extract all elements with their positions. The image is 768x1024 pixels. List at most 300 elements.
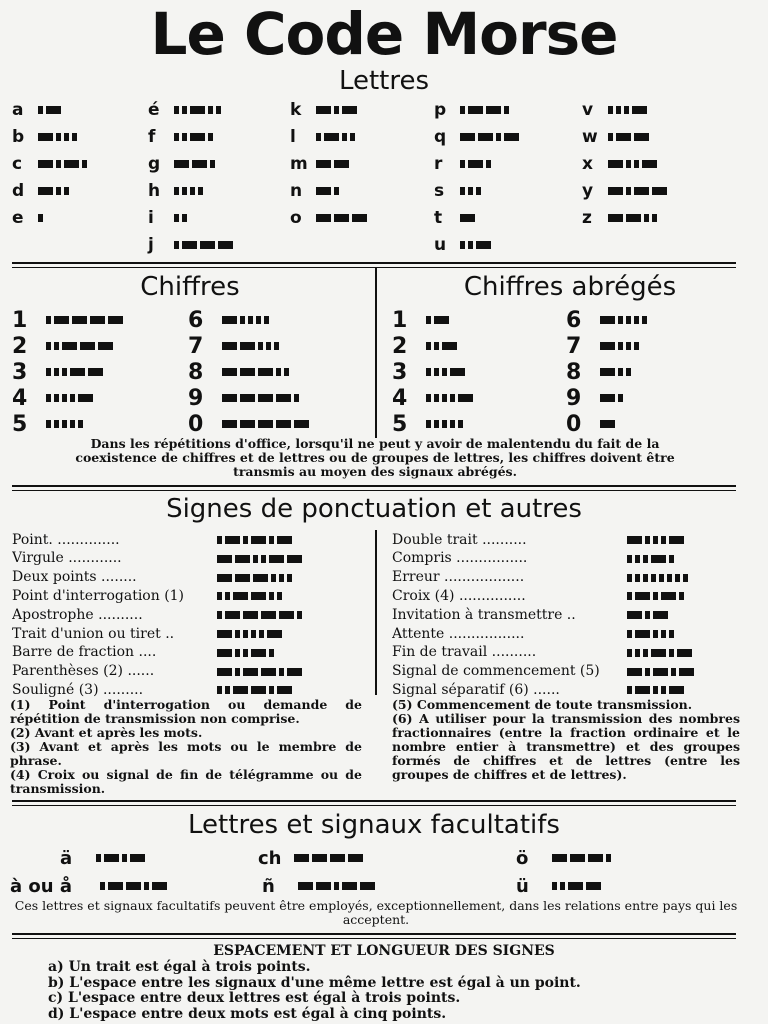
dash-mark (240, 368, 255, 376)
dash-mark (279, 611, 294, 619)
morse-code (217, 555, 302, 563)
dash-mark (277, 686, 292, 694)
dot-mark (626, 368, 631, 376)
dash-mark (316, 187, 331, 195)
dash-mark (217, 555, 232, 563)
dash-mark (334, 160, 349, 168)
dot-mark (434, 368, 439, 376)
dot-mark (243, 649, 248, 657)
dot-mark (334, 106, 339, 114)
morse-row (262, 876, 375, 896)
dot-mark (627, 630, 632, 638)
symbol-label: ö (516, 847, 529, 869)
dash-mark (251, 592, 266, 600)
dash-mark (294, 420, 309, 428)
dash-mark (38, 133, 53, 141)
dot-mark (251, 630, 256, 638)
dot-mark (46, 342, 51, 350)
dot-mark (279, 668, 284, 676)
dash-mark (312, 854, 327, 862)
dot-mark (54, 342, 59, 350)
morse-code (46, 394, 93, 402)
dash-mark (634, 187, 649, 195)
sign-label: Invitation à transmettre .. (392, 606, 576, 623)
dot-mark (78, 420, 83, 428)
symbol-label: à ou å (10, 875, 73, 897)
divider (12, 262, 736, 268)
morse-row (566, 411, 615, 437)
morse-code (552, 854, 611, 862)
punctuation-row (12, 530, 292, 550)
dash-mark (190, 133, 205, 141)
dot-mark (626, 187, 631, 195)
dot-mark (243, 630, 248, 638)
dot-mark (651, 574, 656, 582)
dot-mark (217, 686, 222, 694)
dash-mark (460, 214, 475, 222)
morse-code (100, 882, 167, 890)
morse-code (217, 536, 292, 544)
dot-mark (217, 592, 222, 600)
dot-mark (645, 668, 650, 676)
sign-label: Virgule ............ (12, 550, 122, 567)
dash-mark (504, 133, 519, 141)
dot-mark (442, 420, 447, 428)
morse-row (10, 876, 167, 896)
morse-row (434, 154, 491, 174)
morse-row (434, 235, 491, 255)
dot-mark (618, 342, 623, 350)
symbol-label: y (582, 181, 594, 201)
dot-mark (46, 316, 51, 324)
dot-mark (62, 368, 67, 376)
morse-code (217, 630, 282, 638)
symbol-label: s (434, 181, 445, 201)
dash-mark (316, 882, 331, 890)
dot-mark (269, 649, 274, 657)
dash-mark (460, 133, 475, 141)
footnote: (6) A utiliser pour la transmission des nombres fractionnaires (entre la fraction ordinaire et le nombre entier à transmettre) et des groupes formés de chiffres et de lettres (entre les groupes de chiffres et de lettres). (392, 711, 740, 782)
dash-mark (635, 686, 650, 694)
dot-mark (182, 106, 187, 114)
morse-code (460, 187, 481, 195)
morse-row (392, 359, 465, 385)
dot-mark (669, 555, 674, 563)
column-divider (375, 530, 377, 695)
dash-mark (104, 854, 119, 862)
punctuation-row (12, 643, 274, 663)
dash-mark (130, 854, 145, 862)
dot-mark (627, 686, 632, 694)
morse-code (217, 592, 282, 600)
dash-mark (653, 668, 668, 676)
morse-code (460, 106, 509, 114)
dot-mark (62, 420, 67, 428)
dot-mark (645, 536, 650, 544)
symbol-label: x (582, 154, 593, 174)
punctuation-row (12, 624, 282, 644)
dash-mark (222, 420, 237, 428)
dash-mark (54, 316, 69, 324)
dash-mark (217, 668, 232, 676)
morse-row (516, 876, 601, 896)
dot-mark (350, 133, 355, 141)
morse-row (148, 100, 221, 120)
dot-mark (174, 187, 179, 195)
dot-mark (643, 574, 648, 582)
morse-code (222, 420, 309, 428)
dash-mark (442, 342, 457, 350)
dot-mark (248, 316, 253, 324)
dash-mark (600, 420, 615, 428)
dot-mark (460, 241, 465, 249)
dash-mark (222, 368, 237, 376)
symbol-label: 1 (392, 307, 408, 333)
dot-mark (458, 420, 463, 428)
morse-row (60, 848, 145, 868)
morse-row (12, 181, 69, 201)
symbol-label: é (148, 100, 160, 120)
morse-code (174, 133, 213, 141)
dash-mark (642, 160, 657, 168)
dot-mark (434, 342, 439, 350)
dash-mark (253, 574, 268, 582)
dot-mark (269, 592, 274, 600)
dot-mark (634, 316, 639, 324)
symbol-label: i (148, 208, 154, 228)
dash-mark (608, 160, 623, 168)
morse-code (627, 555, 674, 563)
dot-mark (264, 316, 269, 324)
symbol-label: 2 (12, 333, 28, 359)
dash-mark (38, 187, 53, 195)
spacing-rule: b) L'espace entre les signaux d'une même lettre est égal à un point. (48, 974, 581, 991)
morse-row (12, 385, 93, 411)
dot-mark (182, 214, 187, 222)
dot-mark (645, 611, 650, 619)
optional-heading: Lettres et signaux facultatifs (188, 810, 560, 840)
dash-mark (632, 106, 647, 114)
dot-mark (460, 106, 465, 114)
dot-mark (661, 536, 666, 544)
dash-mark (324, 133, 339, 141)
morse-row (148, 181, 203, 201)
dash-mark (476, 241, 491, 249)
dash-mark (586, 882, 601, 890)
morse-row (188, 411, 309, 437)
morse-row (12, 411, 83, 437)
morse-code (426, 368, 465, 376)
morse-code (316, 187, 339, 195)
dash-mark (316, 214, 331, 222)
morse-code (294, 854, 363, 862)
dot-mark (277, 592, 282, 600)
dot-mark (426, 420, 431, 428)
symbol-label: 5 (12, 411, 28, 437)
morse-row (582, 127, 649, 147)
symbol-label: ch (258, 847, 282, 869)
morse-code (460, 133, 519, 141)
dash-mark (190, 106, 205, 114)
dot-mark (70, 420, 75, 428)
morse-code (298, 882, 375, 890)
dash-mark (588, 854, 603, 862)
dot-mark (258, 342, 263, 350)
sign-label: Croix (4) ............... (392, 587, 526, 604)
morse-code (460, 160, 491, 168)
morse-code (627, 611, 668, 619)
dot-mark (504, 106, 509, 114)
dot-mark (269, 536, 274, 544)
sign-label: Double trait .......... (392, 531, 527, 548)
dot-mark (46, 394, 51, 402)
morse-code (460, 214, 475, 222)
column-divider (375, 268, 377, 438)
dot-mark (669, 630, 674, 638)
symbol-label: v (582, 100, 594, 120)
morse-row (258, 848, 363, 868)
symbol-label: d (12, 181, 25, 201)
dash-mark (360, 882, 375, 890)
morse-row (582, 181, 667, 201)
dash-mark (108, 882, 123, 890)
symbol-label: 0 (566, 411, 582, 437)
dash-mark (627, 536, 642, 544)
dot-mark (56, 160, 61, 168)
footnote: (2) Avant et après les mots. (10, 725, 203, 740)
symbol-label: ä (60, 847, 73, 869)
dot-mark (54, 368, 59, 376)
morse-code (608, 160, 657, 168)
symbol-label: h (148, 181, 161, 201)
morse-code (627, 649, 692, 657)
morse-code (174, 160, 215, 168)
morse-row (12, 154, 87, 174)
dot-mark (635, 649, 640, 657)
sign-label: Attente ................. (392, 625, 525, 642)
dot-mark (240, 316, 245, 324)
dot-mark (261, 555, 266, 563)
morse-row (290, 208, 367, 228)
dot-mark (72, 133, 77, 141)
morse-code (600, 368, 631, 376)
symbol-label: 9 (566, 385, 582, 411)
divider (12, 485, 736, 491)
dot-mark (182, 187, 187, 195)
symbol-label: ñ (262, 875, 275, 897)
dash-mark (616, 133, 631, 141)
morse-code (38, 133, 77, 141)
morse-code (217, 668, 302, 676)
dot-mark (271, 574, 276, 582)
dot-mark (54, 420, 59, 428)
symbol-label: o (290, 208, 302, 228)
dot-mark (208, 133, 213, 141)
dash-mark (468, 160, 483, 168)
symbol-label: u (434, 235, 447, 255)
punctuation-heading: Signes de ponctuation et autres (166, 494, 582, 524)
dot-mark (653, 536, 658, 544)
dash-mark (342, 882, 357, 890)
dash-mark (298, 882, 313, 890)
morse-code (316, 106, 357, 114)
morse-code (316, 133, 355, 141)
symbol-label: 3 (392, 359, 408, 385)
dot-mark (661, 686, 666, 694)
sign-label: Barre de fraction .... (12, 644, 157, 661)
dot-mark (144, 882, 149, 890)
dot-mark (627, 649, 632, 657)
dash-mark (434, 316, 449, 324)
digits-heading: Chiffres (140, 272, 240, 302)
morse-code (627, 668, 694, 676)
divider (12, 933, 736, 939)
sign-label: Parenthèses (2) ...... (12, 663, 155, 680)
dash-mark (251, 686, 266, 694)
dash-mark (552, 854, 567, 862)
symbol-label: n (290, 181, 303, 201)
dot-mark (38, 214, 43, 222)
dash-mark (570, 854, 585, 862)
dot-mark (210, 160, 215, 168)
punctuation-row (12, 605, 302, 625)
symbol-label: e (12, 208, 24, 228)
dash-mark (235, 574, 250, 582)
morse-row (582, 154, 657, 174)
dash-mark (64, 160, 79, 168)
punctuation-notes-right (392, 698, 740, 782)
morse-row (434, 127, 519, 147)
symbol-label: 5 (392, 411, 408, 437)
dot-mark (266, 342, 271, 350)
morse-row (148, 127, 213, 147)
punctuation-row (392, 662, 694, 682)
morse-code (222, 316, 269, 324)
sign-label: Deux points ........ (12, 569, 137, 586)
morse-code (38, 214, 43, 222)
morse-row (12, 100, 61, 120)
punctuation-row (392, 530, 684, 550)
morse-code (46, 342, 113, 350)
morse-code (627, 574, 688, 582)
dash-mark (669, 686, 684, 694)
dot-mark (652, 214, 657, 222)
dot-mark (294, 394, 299, 402)
dot-mark (667, 574, 672, 582)
dot-mark (216, 106, 221, 114)
footnote: (3) Avant et après les mots ou le membre de phrase. (10, 739, 362, 768)
dash-mark (568, 882, 583, 890)
morse-row (566, 385, 623, 411)
symbol-label: a (12, 100, 24, 120)
morse-code (217, 574, 292, 582)
morse-row (12, 333, 113, 359)
punctuation-row (392, 549, 674, 569)
dot-mark (552, 882, 557, 890)
dash-mark (217, 630, 232, 638)
morse-row (12, 208, 43, 228)
symbol-label: k (290, 100, 302, 120)
dash-mark (342, 106, 357, 114)
morse-code (217, 649, 274, 657)
dot-mark (64, 187, 69, 195)
dot-mark (635, 574, 640, 582)
dot-mark (217, 611, 222, 619)
dot-mark (342, 133, 347, 141)
sign-label: Signal séparatif (6) ...... (392, 681, 560, 698)
dot-mark (235, 668, 240, 676)
sign-label: Souligné (3) ......... (12, 681, 144, 698)
morse-row (434, 208, 475, 228)
morse-code (174, 241, 233, 249)
dot-mark (225, 592, 230, 600)
morse-code (46, 368, 103, 376)
dot-mark (426, 394, 431, 402)
dash-mark (225, 536, 240, 544)
dot-mark (460, 160, 465, 168)
dash-mark (627, 611, 642, 619)
punctuation-row (12, 586, 282, 606)
dot-mark (653, 592, 658, 600)
dot-mark (269, 686, 274, 694)
dot-mark (253, 555, 258, 563)
dot-mark (62, 394, 67, 402)
sign-label: Trait d'union ou tiret .. (12, 625, 175, 642)
dot-mark (174, 106, 179, 114)
symbol-label: g (148, 154, 161, 174)
dot-mark (618, 394, 623, 402)
dot-mark (70, 394, 75, 402)
dash-mark (126, 882, 141, 890)
footnote: (1) Point d'interrogation ou demande de répétition de transmission non comprise. (10, 697, 362, 726)
dot-mark (496, 133, 501, 141)
morse-code (222, 368, 289, 376)
symbol-label: 8 (566, 359, 582, 385)
dot-mark (297, 611, 302, 619)
morse-row (582, 100, 647, 120)
morse-row (148, 208, 187, 228)
morse-row (188, 359, 289, 385)
symbol-label: p (434, 100, 447, 120)
dash-mark (277, 536, 292, 544)
sign-label: Point d'interrogation (1) (12, 587, 185, 604)
morse-code (552, 882, 601, 890)
dot-mark (274, 342, 279, 350)
dash-mark (222, 316, 237, 324)
dot-mark (279, 574, 284, 582)
morse-row (516, 848, 611, 868)
dot-mark (476, 187, 481, 195)
dash-mark (62, 342, 77, 350)
dash-mark (192, 160, 207, 168)
dot-mark (56, 187, 61, 195)
dash-mark (46, 106, 61, 114)
morse-row (566, 307, 647, 333)
punctuation-notes-left (10, 698, 362, 796)
dot-mark (627, 574, 632, 582)
symbol-label: c (12, 154, 23, 174)
punctuation-row (392, 605, 668, 625)
symbol-label: r (434, 154, 443, 174)
dash-mark (651, 555, 666, 563)
dot-mark (334, 882, 339, 890)
dash-mark (626, 214, 641, 222)
dot-mark (190, 187, 195, 195)
dash-mark (267, 630, 282, 638)
morse-row (148, 235, 233, 255)
dash-mark (80, 342, 95, 350)
symbol-label: w (582, 127, 598, 147)
